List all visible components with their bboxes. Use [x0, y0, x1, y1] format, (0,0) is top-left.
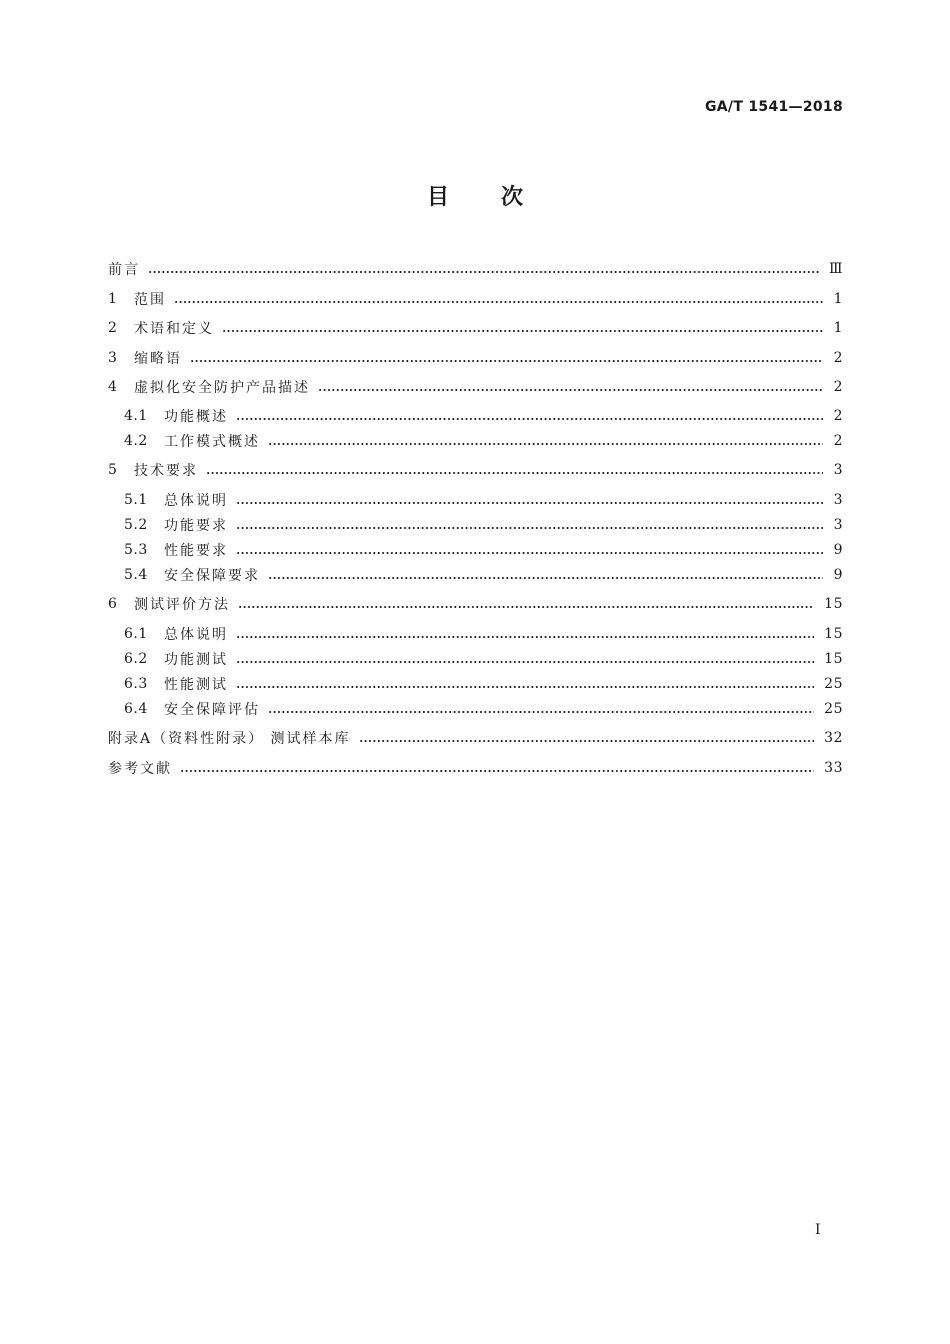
- toc-entry-number: 6.2: [124, 651, 148, 667]
- toc-entry-label: 安全保障要求: [164, 568, 260, 584]
- toc-entry-label: 工作模式概述: [164, 434, 260, 450]
- toc-entry[interactable]: [124, 405, 843, 427]
- toc-entry-page: 15: [824, 596, 843, 612]
- toc-entry-label: 范围: [134, 292, 166, 308]
- toc-entry-page: 32: [824, 730, 843, 746]
- toc-entry[interactable]: [108, 317, 843, 339]
- standard-code: GA/T 1541—2018: [705, 99, 843, 115]
- toc-entry-page: 25: [824, 676, 843, 692]
- toc-entry[interactable]: [124, 430, 843, 452]
- toc-entry[interactable]: [108, 347, 843, 369]
- toc-entry-page: 15: [824, 651, 843, 667]
- toc-entry-label: 虚拟化安全防护产品描述: [134, 380, 310, 396]
- toc-entry-label: 总体说明: [164, 493, 228, 509]
- toc-entry-label: 安全保障评估: [164, 702, 260, 718]
- toc-entry-number: 6: [108, 596, 118, 612]
- toc-entry-page: Ⅲ: [828, 261, 843, 277]
- dot-leader: [206, 472, 823, 474]
- dot-leader: [174, 301, 823, 303]
- toc-entry-number: 5.2: [124, 517, 148, 533]
- toc-entry-label: 测试评价方法: [134, 597, 230, 613]
- dot-leader: [236, 552, 823, 554]
- dot-leader: [236, 686, 814, 688]
- toc-entry-page: 2: [833, 379, 843, 395]
- dot-leader: [318, 389, 823, 391]
- toc-entry[interactable]: [108, 288, 843, 310]
- toc-entry[interactable]: [108, 459, 843, 481]
- toc-entry-label: 功能概述: [164, 409, 228, 425]
- toc-entry-page: 1: [833, 291, 843, 307]
- toc-entry-number: 6.4: [124, 701, 148, 717]
- toc-entry[interactable]: [108, 258, 843, 280]
- dot-leader: [236, 502, 823, 504]
- toc-entry-label: 附录A（资料性附录） 测试样本库: [108, 731, 351, 747]
- toc-entry-label: 功能要求: [164, 518, 228, 534]
- toc-entry-page: 9: [833, 542, 843, 558]
- toc-entry-number: 5.3: [124, 542, 148, 558]
- dot-leader: [236, 527, 823, 529]
- dot-leader: [268, 577, 823, 579]
- toc-entry-label: 性能要求: [164, 543, 228, 559]
- toc-entry-number: 4.2: [124, 433, 148, 449]
- toc-entry[interactable]: [124, 673, 843, 695]
- toc-entry[interactable]: [124, 564, 843, 586]
- dot-leader: [238, 606, 814, 608]
- toc-entry-number: 4: [108, 379, 118, 395]
- toc-entry[interactable]: [124, 698, 843, 720]
- toc-entry-number: 5: [108, 462, 118, 478]
- toc-entry[interactable]: [108, 727, 843, 749]
- dot-leader: [236, 418, 823, 420]
- toc-entry-number: 5.1: [124, 492, 148, 508]
- toc-entry[interactable]: [124, 489, 843, 511]
- toc-entry-label: 功能测试: [164, 652, 228, 668]
- toc-entry-label: 总体说明: [164, 627, 228, 643]
- toc-entry-page: 3: [833, 492, 843, 508]
- toc-entry-label: 前言: [108, 262, 140, 278]
- toc-entry-number: 3: [108, 350, 118, 366]
- toc-entry-number: 6.3: [124, 676, 148, 692]
- toc-entry-number: 5.4: [124, 567, 148, 583]
- toc-entry-label: 技术要求: [134, 463, 198, 479]
- toc-entry-label: 术语和定义: [134, 321, 214, 337]
- toc-entry-page: 9: [833, 567, 843, 583]
- toc-entry-page: 25: [824, 701, 843, 717]
- dot-leader: [180, 770, 814, 772]
- toc-entry-page: 3: [833, 462, 843, 478]
- dot-leader: [190, 360, 823, 362]
- toc-entry[interactable]: [108, 757, 843, 779]
- dot-leader: [359, 740, 815, 742]
- page-number: I: [815, 1222, 821, 1238]
- toc-entry[interactable]: [108, 593, 843, 615]
- dot-leader: [148, 271, 819, 273]
- dot-leader: [268, 711, 814, 713]
- toc-entry-number: 2: [108, 320, 118, 336]
- toc-entry-number: 1: [108, 291, 118, 307]
- toc-entry[interactable]: [124, 539, 843, 561]
- toc-entry[interactable]: [124, 514, 843, 536]
- dot-leader: [222, 330, 823, 332]
- toc-title: 目次: [426, 185, 575, 210]
- toc-entry[interactable]: [124, 648, 843, 670]
- toc-entry-label: 性能测试: [164, 677, 228, 693]
- toc-entry-label: 缩略语: [134, 351, 182, 367]
- toc-entry-page: 33: [824, 760, 843, 776]
- toc-entry-page: 3: [833, 517, 843, 533]
- toc-entry[interactable]: [108, 376, 843, 398]
- toc-entry[interactable]: [124, 623, 843, 645]
- toc-entry-page: 15: [824, 626, 843, 642]
- toc-entry-page: 2: [833, 408, 843, 424]
- dot-leader: [236, 661, 814, 663]
- toc-entry-number: 6.1: [124, 626, 148, 642]
- toc-entry-label: 参考文献: [108, 761, 172, 777]
- dot-leader: [236, 636, 814, 638]
- toc-entry-number: 4.1: [124, 408, 148, 424]
- toc-entry-page: 2: [833, 433, 843, 449]
- toc-entry-page: 2: [833, 350, 843, 366]
- toc-entry-page: 1: [833, 320, 843, 336]
- dot-leader: [268, 443, 823, 445]
